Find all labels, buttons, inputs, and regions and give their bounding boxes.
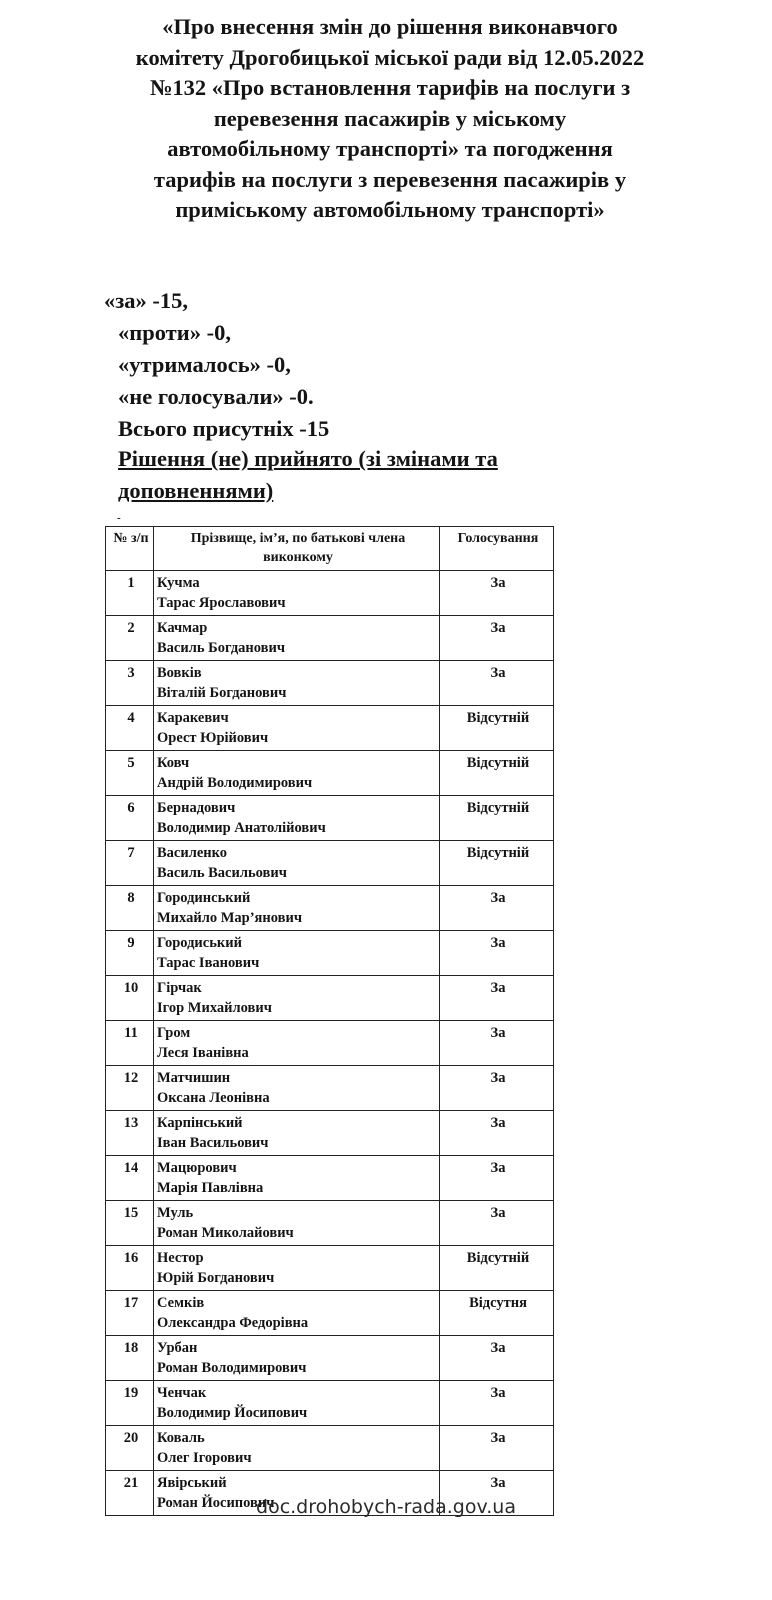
decision-status: Рішення (не) прийнято (зі змінами та доповненнями) xyxy=(118,446,498,503)
member-vote: За xyxy=(440,1201,554,1246)
row-number: 10 xyxy=(106,976,154,1021)
member-given-names: Володимир Анатолійович xyxy=(157,820,326,836)
member-name-cell xyxy=(154,796,440,841)
table-row xyxy=(106,616,554,661)
row-number: 14 xyxy=(106,1156,154,1201)
member-name-cell xyxy=(154,1111,440,1156)
footer-url[interactable]: doc.drohobych-rada.gov.ua xyxy=(256,1496,516,1518)
member-name-cell xyxy=(154,661,440,706)
member-surname: Гром xyxy=(157,1025,191,1041)
member-name-cell xyxy=(154,1291,440,1336)
table-row xyxy=(106,976,554,1021)
member-surname: Карпінський xyxy=(157,1115,243,1131)
votes-present: Всього присутніх -15 xyxy=(118,416,330,441)
table-row xyxy=(106,1201,554,1246)
row-number: 5 xyxy=(106,751,154,796)
member-given-names: Тарас Іванович xyxy=(157,955,260,971)
member-name-cell xyxy=(154,571,440,616)
table-header-row xyxy=(106,527,554,571)
member-surname: Коваль xyxy=(157,1430,205,1446)
title-line: тарифів на послуги з перевезення пасажирів у xyxy=(153,166,627,192)
member-vote: За xyxy=(440,616,554,661)
member-name-cell xyxy=(154,616,440,661)
member-vote: Відсутня xyxy=(440,1291,554,1336)
member-name-cell xyxy=(154,976,440,1021)
table-row xyxy=(106,1021,554,1066)
member-name-cell xyxy=(154,841,440,886)
member-vote: За xyxy=(440,1426,554,1471)
member-surname: Каракевич xyxy=(157,710,229,726)
member-name-cell xyxy=(154,1066,440,1111)
member-vote: За xyxy=(440,1066,554,1111)
member-surname: Кучма xyxy=(157,575,200,591)
header-name: Прізвище, ім’я, по батькові члена виконкому xyxy=(154,527,440,571)
table-row xyxy=(106,1246,554,1291)
table-row xyxy=(106,706,554,751)
member-vote: За xyxy=(440,1471,554,1516)
document-title xyxy=(60,12,720,226)
member-given-names: Олег Ігорович xyxy=(157,1450,252,1466)
member-vote: За xyxy=(440,886,554,931)
member-given-names: Іван Васильович xyxy=(157,1135,269,1151)
member-name-cell xyxy=(154,1426,440,1471)
title-line: приміському автомобільному транспорті» xyxy=(175,197,605,222)
member-given-names: Володимир Йосипович xyxy=(157,1405,308,1421)
table-row xyxy=(106,931,554,976)
table-row xyxy=(106,751,554,796)
member-surname: Качмар xyxy=(157,620,208,636)
member-vote: За xyxy=(440,1381,554,1426)
member-given-names: Олександра Федорівна xyxy=(157,1315,309,1331)
member-surname: Урбан xyxy=(157,1340,198,1356)
row-number: 7 xyxy=(106,841,154,886)
member-surname: Гірчак xyxy=(157,980,202,996)
header-number: № з/п xyxy=(106,527,154,571)
title-line: комітету Дрогобицької міської ради від 12.05.2022 xyxy=(135,44,645,70)
member-surname: Городинський xyxy=(157,890,251,906)
title-line: автомобільному транспорті» та погодження xyxy=(167,136,613,161)
row-number: 6 xyxy=(106,796,154,841)
member-vote: За xyxy=(440,661,554,706)
member-given-names: Роман Йосипович xyxy=(157,1495,275,1511)
table-row xyxy=(106,841,554,886)
title-line: «Про внесення змін до рішення виконавчого xyxy=(162,14,618,39)
row-number: 8 xyxy=(106,886,154,931)
table-row xyxy=(106,1336,554,1381)
member-name-cell xyxy=(154,706,440,751)
row-number: 3 xyxy=(106,661,154,706)
member-surname: Василенко xyxy=(157,845,228,861)
row-number: 9 xyxy=(106,931,154,976)
member-vote: Відсутній xyxy=(440,841,554,886)
table-row xyxy=(106,1111,554,1156)
member-vote: Відсутній xyxy=(440,1246,554,1291)
table-row xyxy=(106,571,554,616)
member-given-names: Ігор Михайлович xyxy=(157,1000,272,1016)
table-row xyxy=(106,886,554,931)
row-number: 12 xyxy=(106,1066,154,1111)
member-given-names: Леся Іванівна xyxy=(157,1045,249,1061)
member-name-cell xyxy=(154,931,440,976)
member-vote: За xyxy=(440,571,554,616)
member-name-cell xyxy=(154,1021,440,1066)
member-name-cell xyxy=(154,886,440,931)
member-name-cell xyxy=(154,1201,440,1246)
votes-abstained: «утрималось» -0, xyxy=(118,352,291,377)
table-row xyxy=(106,1156,554,1201)
row-number: 16 xyxy=(106,1246,154,1291)
row-number: 11 xyxy=(106,1021,154,1066)
votes-not-voted: «не голосували» -0. xyxy=(118,384,314,409)
title-line: перевезення пасажирів у міському xyxy=(213,105,567,131)
member-given-names: Андрій Володимирович xyxy=(157,775,313,791)
member-surname: Вовків xyxy=(157,665,202,681)
member-given-names: Віталій Богданович xyxy=(157,685,287,701)
member-given-names: Юрій Богданович xyxy=(157,1270,275,1286)
row-number: 13 xyxy=(106,1111,154,1156)
member-surname: Семків xyxy=(157,1295,205,1311)
member-surname: Мацюрович xyxy=(157,1160,237,1176)
table-row xyxy=(106,1381,554,1426)
member-name-cell xyxy=(154,1156,440,1201)
table-row xyxy=(106,1426,554,1471)
member-name-cell xyxy=(154,1336,440,1381)
member-vote: За xyxy=(440,931,554,976)
header-vote: Голосування xyxy=(440,527,554,571)
member-given-names: Оксана Леонівна xyxy=(157,1090,270,1106)
voting-table xyxy=(105,526,554,1516)
member-vote: Відсутній xyxy=(440,751,554,796)
row-number: 2 xyxy=(106,616,154,661)
member-given-names: Орест Юрійович xyxy=(157,730,269,746)
member-vote: Відсутній xyxy=(440,706,554,751)
member-given-names: Василь Васильович xyxy=(157,865,287,881)
row-number: 1 xyxy=(106,571,154,616)
row-number: 20 xyxy=(106,1426,154,1471)
row-number: 4 xyxy=(106,706,154,751)
table-row xyxy=(106,1066,554,1111)
member-surname: Ченчак xyxy=(157,1385,207,1401)
member-vote: За xyxy=(440,1336,554,1381)
votes-for: «за» -15, xyxy=(104,288,189,313)
member-given-names: Роман Миколайович xyxy=(157,1225,294,1241)
table-row xyxy=(106,796,554,841)
member-vote: За xyxy=(440,976,554,1021)
table-row xyxy=(106,661,554,706)
member-given-names: Марія Павлівна xyxy=(157,1180,264,1196)
member-vote: Відсутній xyxy=(440,796,554,841)
table-row xyxy=(106,1291,554,1336)
member-given-names: Тарас Ярославович xyxy=(157,595,286,611)
member-surname: Явірський xyxy=(157,1475,227,1491)
member-surname: Городиський xyxy=(157,935,242,951)
member-name-cell xyxy=(154,751,440,796)
dash-mark: - xyxy=(117,512,121,524)
member-given-names: Михайло Мар’янович xyxy=(157,910,302,926)
member-surname: Матчишин xyxy=(157,1070,231,1086)
member-name-cell xyxy=(154,1381,440,1426)
member-given-names: Василь Богданович xyxy=(157,640,286,656)
member-given-names: Роман Володимирович xyxy=(157,1360,307,1376)
title-line: №132 «Про встановлення тарифів на послуги з xyxy=(149,75,631,100)
member-name-cell xyxy=(154,1246,440,1291)
member-surname: Ковч xyxy=(157,755,190,771)
member-surname: Муль xyxy=(157,1205,194,1221)
member-vote: За xyxy=(440,1021,554,1066)
row-number: 18 xyxy=(106,1336,154,1381)
votes-against: «проти» -0, xyxy=(118,320,231,345)
row-number: 21 xyxy=(106,1471,154,1516)
member-vote: За xyxy=(440,1156,554,1201)
row-number: 15 xyxy=(106,1201,154,1246)
member-surname: Нестор xyxy=(157,1250,204,1266)
vote-results xyxy=(104,285,329,445)
row-number: 19 xyxy=(106,1381,154,1426)
member-surname: Бернадович xyxy=(157,800,236,816)
row-number: 17 xyxy=(106,1291,154,1336)
member-vote: За xyxy=(440,1111,554,1156)
